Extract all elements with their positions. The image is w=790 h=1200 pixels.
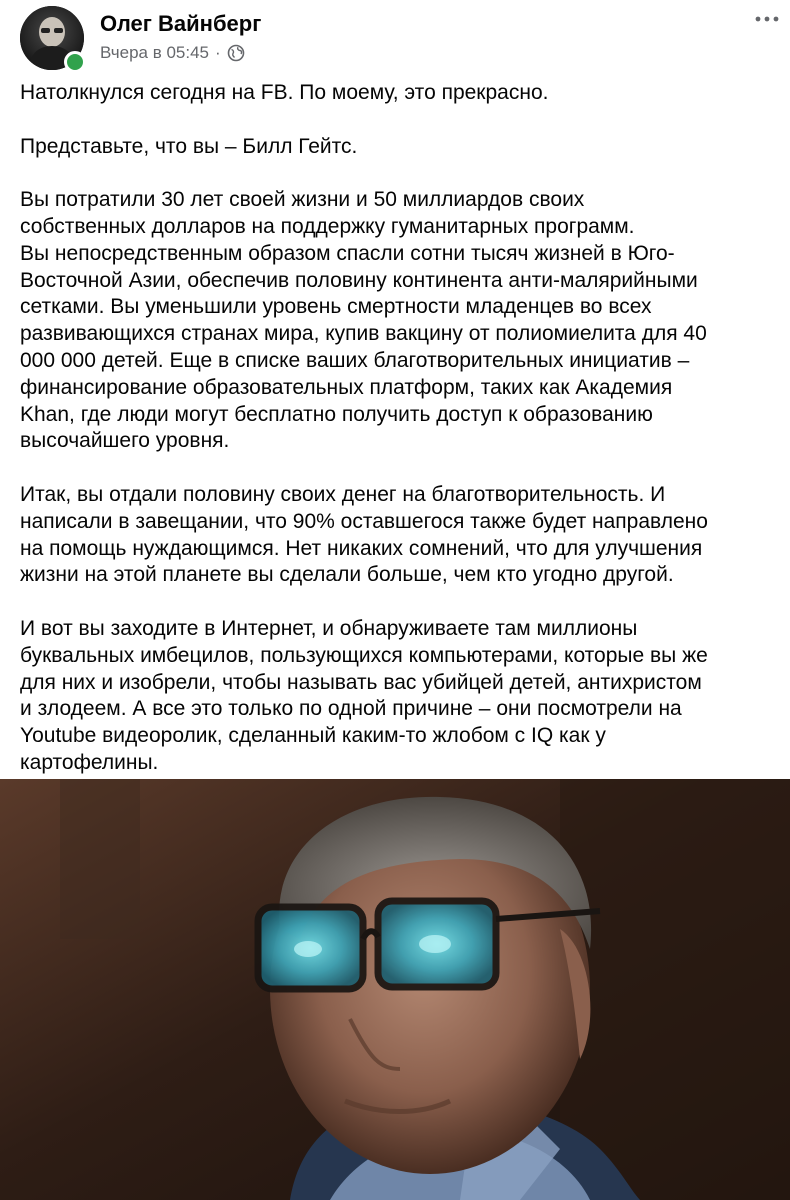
more-options-icon[interactable] <box>750 8 784 30</box>
post-timestamp[interactable]: Вчера в 05:45 <box>100 43 210 62</box>
meta-separator: · <box>215 43 221 62</box>
post-paragraph: И вот вы заходите в Интернет, и обнаруживаете там миллионы буквальных имбецилов, пользующихся компьютерами, которые вы же для них и изобрели, чтобы называть вас убийцей детей, антихристом и злодеем. А все это только по одной причине – они посмотрели на Youtube видеоролик, сделанный каким-то жлобом с IQ как у картофелины. <box>20 616 708 774</box>
post-paragraph: Представьте, что вы – Билл Гейтс. <box>20 134 358 158</box>
post-paragraph: Натолкнулся сегодня на FB. По моему, это прекрасно. <box>20 81 549 104</box>
post-photo[interactable] <box>0 779 790 1200</box>
globe-icon[interactable] <box>227 44 245 62</box>
post-paragraph: Итак, вы отдали половину своих денег на благотворительность. И написали в завещании, что 90% оставшегося также будет направлено на помощь нуждающимся. Нет никаких сомнений, что для улучшения жизни на этой планете вы сделали больше, чем кто угодно другой. <box>20 482 708 587</box>
post-header <box>0 0 790 80</box>
online-status-dot <box>64 51 86 73</box>
post-text <box>20 80 780 804</box>
post-paragraph: Вы потратили 30 лет своей жизни и 50 миллиардов своих собственных долларов на поддержку гуманитарных программ. Вы непосредственным образом спасли сотни тысяч жизней в Юго- Восточной Азии, обеспечив половину континента анти-малярийными сетками. Вы уменьшили уровень смертности младенцев во всех развивающихся странах мира, купив вакцину от полиомиелита для 40 000 000 детей. Еще в списке ваших благотворительных инициатив – финансирование образовательных платформ, таких как Академия Khan, где люди могут бесплатно получить доступ к образованию высочайшего уровня. <box>20 188 707 453</box>
author-name[interactable]: Олег Вайнберг <box>100 11 262 36</box>
post-meta <box>100 43 245 63</box>
